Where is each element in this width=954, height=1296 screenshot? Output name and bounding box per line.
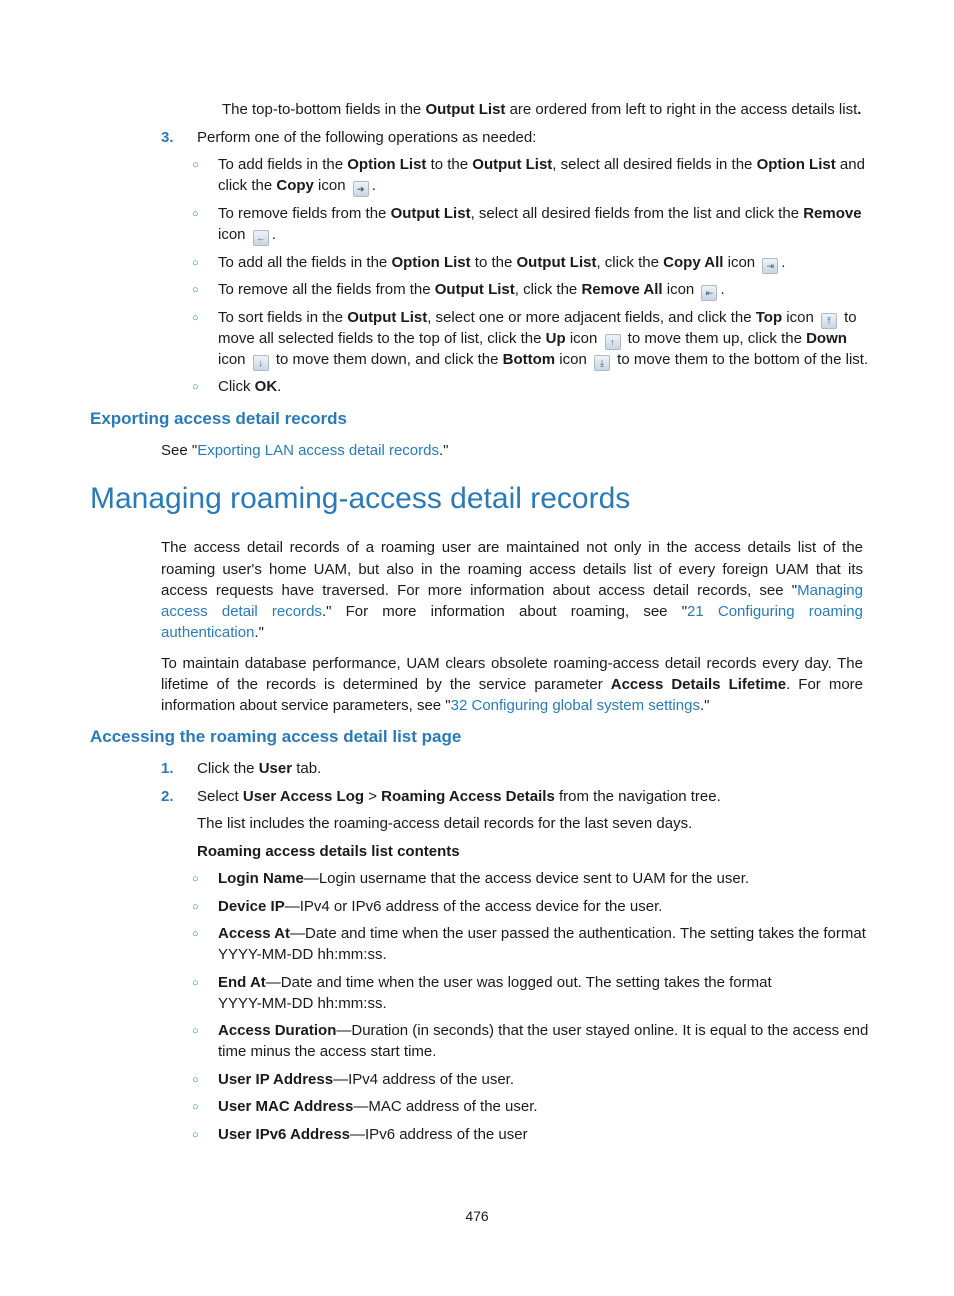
bullet-marker: ○	[192, 901, 199, 913]
bullet-marker: ○	[192, 1025, 199, 1037]
list-item-continued: move all selected fields to the top of list, click the Up icon ↑ to move them up, click the Down	[218, 330, 847, 350]
step-note: The list includes the roaming-access detail records for the last seven days.	[197, 815, 693, 832]
step-text: Perform one of the following operations as needed:	[197, 129, 537, 146]
bullet-marker: ○	[192, 208, 199, 220]
bullet-marker: ○	[192, 928, 199, 940]
list-item: Access At—Date and time when the user passed the authentication. The setting takes the format	[218, 925, 866, 942]
paragraph-line: information about service parameters, see "32 Configuring global system settings."	[161, 697, 710, 714]
section-heading: Accessing the roaming access detail list page	[90, 727, 462, 746]
paragraph-line: lifetime of the records is determined by the service parameter Access Details Lifetime. For more	[161, 676, 864, 693]
copy-all-icon: ⇥	[762, 258, 778, 274]
step-number: 1.	[161, 760, 174, 777]
list-item: User IPv6 Address—IPv6 address of the user	[218, 1126, 528, 1143]
list-item: To add all the fields in the Option List to the Output List, click the Copy All icon ⇥ .	[218, 254, 785, 274]
bullet-marker: ○	[192, 284, 199, 296]
paragraph-line: roaming user's home UAM, but also in the roaming access details list of every foreign UAM that its	[161, 561, 863, 578]
up-icon: ↑	[605, 334, 621, 350]
down-icon: ↓	[253, 355, 269, 371]
list-item-continued: YYYY-MM-DD hh:mm:ss.	[218, 946, 387, 963]
roaming-config-link[interactable]: authentication	[161, 624, 255, 641]
paragraph-line: authentication."	[161, 624, 264, 641]
bullet-marker: ○	[192, 381, 199, 393]
page-number: 476	[465, 1208, 489, 1224]
list-item: User MAC Address—MAC address of the user.	[218, 1098, 538, 1115]
list-item-continued: icon ↓ to move them down, and click the Bottom icon ⤓ to move them to the bottom of the list.	[218, 351, 868, 371]
managing-access-link[interactable]: Managing	[797, 582, 863, 599]
bottom-icon: ⤓	[594, 355, 610, 371]
list-item-continued: icon ← .	[218, 226, 276, 246]
roaming-config-link[interactable]: 21 Configuring roaming	[687, 603, 863, 620]
top-icon: ⤒	[821, 313, 837, 329]
paragraph-line: access requests have traversed. For more information about access detail records, see "Managing	[161, 582, 863, 599]
list-item: User IP Address—IPv4 address of the user.	[218, 1071, 514, 1088]
paragraph-line: access detail records." For more information about roaming, see "21 Configuring roaming	[161, 603, 863, 620]
bullet-marker: ○	[192, 257, 199, 269]
list-item: End At—Date and time when the user was logged out. The setting takes the format	[218, 974, 772, 991]
global-settings-link[interactable]: 32 Configuring global system settings	[450, 697, 700, 714]
list-item: Device IP—IPv4 or IPv6 address of the access device for the user.	[218, 898, 663, 915]
list-item-continued: YYYY-MM-DD hh:mm:ss.	[218, 995, 387, 1012]
remove-all-icon: ⇤	[701, 285, 717, 301]
managing-access-link[interactable]: access detail records	[161, 603, 322, 620]
bullet-marker: ○	[192, 159, 199, 171]
bullet-marker: ○	[192, 312, 199, 324]
see-reference: See "Exporting LAN access detail records."	[161, 442, 449, 459]
list-item: To sort fields in the Output List, select one or more adjacent fields, and click the Top icon ⤒ to	[218, 309, 857, 329]
paragraph-line: To maintain database performance, UAM clears obsolete roaming-access detail records every day. The	[161, 655, 863, 672]
copy-icon: ➜	[353, 181, 369, 197]
step-text: Click the User tab.	[197, 760, 322, 777]
chapter-title: Managing roaming-access detail records	[90, 482, 631, 515]
list-item: Access Duration—Duration (in seconds) that the user stayed online. It is equal to the access end	[218, 1022, 869, 1039]
paragraph-line: The access detail records of a roaming user are maintained not only in the access details list of the	[161, 539, 863, 556]
step-number: 2.	[161, 788, 174, 805]
list-item: Login Name—Login username that the access device sent to UAM for the user.	[218, 870, 750, 887]
step-text: Select User Access Log > Roaming Access Details from the navigation tree.	[197, 788, 721, 805]
list-item: To remove fields from the Output List, select all desired fields from the list and click the Remove	[218, 205, 862, 222]
bullet-marker: ○	[192, 1101, 199, 1113]
step-number: 3.	[161, 129, 174, 146]
remove-icon: ←	[253, 230, 269, 246]
list-item: Click OK.	[218, 378, 282, 395]
bullet-marker: ○	[192, 1129, 199, 1141]
bullet-marker: ○	[192, 1074, 199, 1086]
list-item: To remove all the fields from the Output List, click the Remove All icon ⇤ .	[218, 281, 725, 301]
bullet-marker: ○	[192, 873, 199, 885]
section-heading: Exporting access detail records	[90, 409, 347, 428]
contents-title: Roaming access details list contents	[197, 843, 460, 860]
list-item-continued: time minus the access start time.	[218, 1043, 437, 1060]
output-list-note: The top-to-bottom fields in the Output List are ordered from left to right in the access details list.	[222, 101, 862, 118]
list-item: To add fields in the Option List to the Output List, select all desired fields in the Option List and	[218, 156, 865, 173]
list-item-continued: click the Copy icon ➜ .	[218, 177, 376, 197]
bullet-marker: ○	[192, 977, 199, 989]
exporting-lan-link[interactable]: Exporting LAN access detail records	[197, 442, 439, 459]
